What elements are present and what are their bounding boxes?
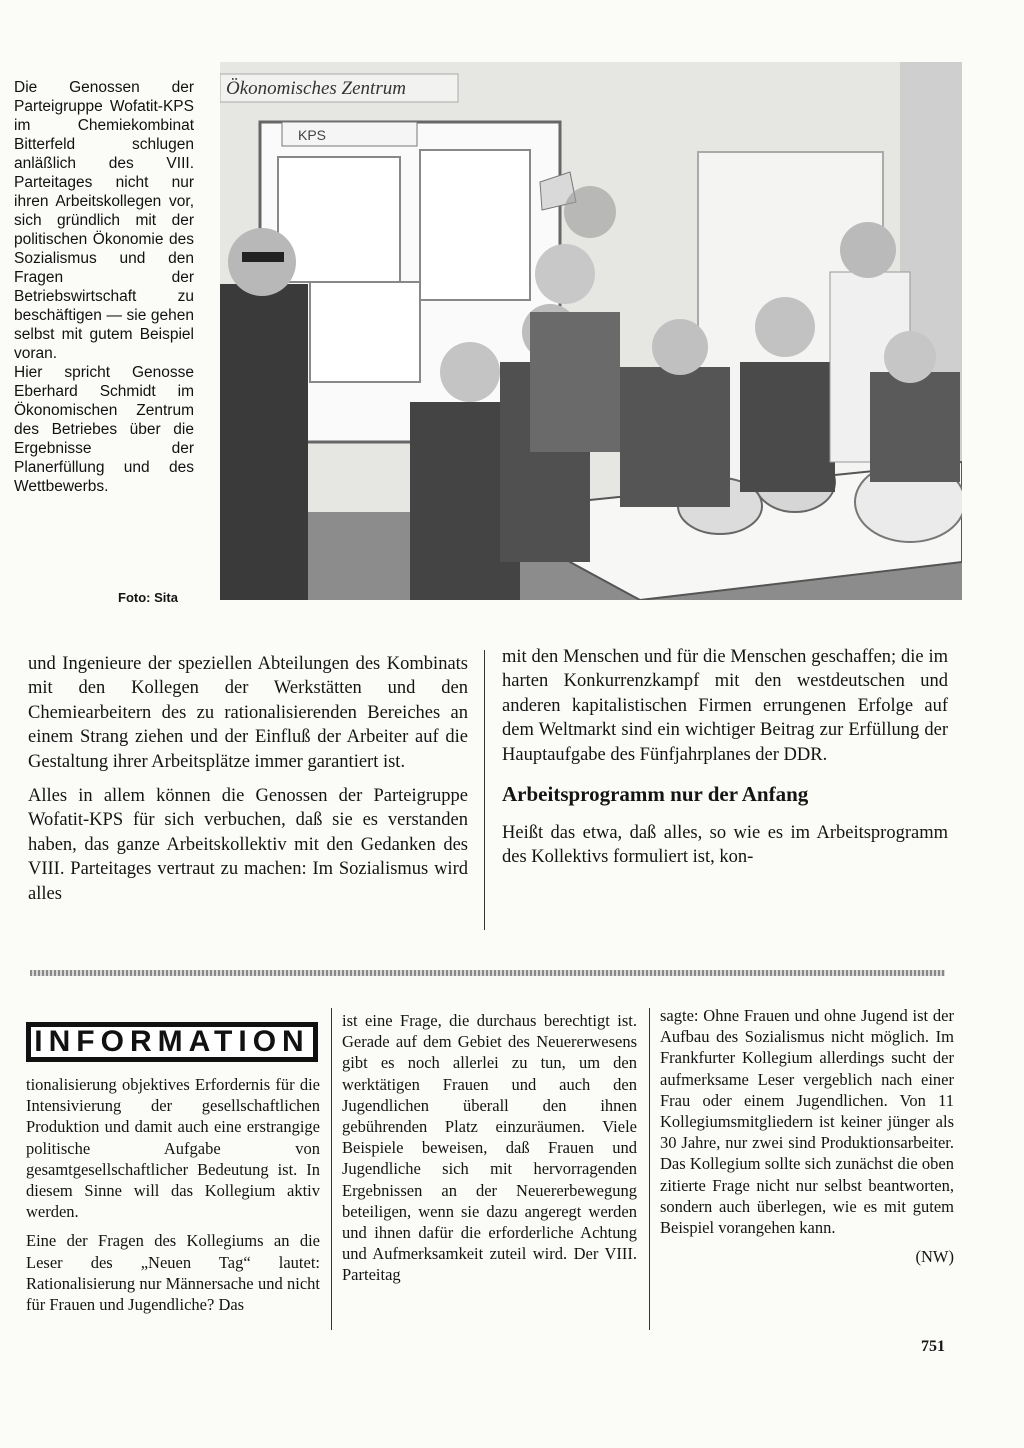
photo-caption <box>14 78 194 496</box>
article-paragraph: Heißt das etwa, daß alles, so wie es im Arbeitsprogramm des Kollektivs formuliert ist, kon- <box>502 823 948 868</box>
column-divider <box>649 1008 650 1330</box>
information-column-3 <box>660 1005 954 1267</box>
column-divider <box>331 1008 332 1330</box>
person <box>740 362 835 492</box>
information-column-2 <box>342 1010 637 1294</box>
caption-text-2: Hier spricht Genosse Eberhard Schmidt im Ökonomischen Zentrum des Betriebes über die Ergebnisse der Planerfüllung und des Wettbewerbs. <box>14 364 194 495</box>
caption-text: Die Genossen der Parteigruppe Wofatit-KPS im Chemiekombinat Bitterfeld schlugen anläßlich des VIII. Parteitages nicht nur ihren Arbeitskollegen vor, sich gründlich mit der politischen Ökonomie des Sozialismus und den Fragen der Betriebswirtschaft zu beschäftigen — sie gehen selbst mit gutem Beispiel voran. <box>14 79 194 362</box>
article-paragraph: mit den Menschen und für die Menschen geschaffen; die im harten Konkurrenzkampf mit den westdeutschen und anderen kapitalistischen Firmen errungenen Erfolge auf dem Weltmarkt sind ein wichtiger Beitrag zur Erfüllung der Hauptaufgabe des Fünfjahrplanes der DDR. <box>502 647 948 765</box>
information-column-1 <box>26 1074 320 1323</box>
article-paragraph: und Ingenieure der speziellen Abteilungen des Kombinats mit den Kollegen der Werkstätten und den Chemiearbeitern des zu rationalisierenden Bereiches an einem Strang ziehen und der Einfluß der Arbeiter auf die Gestaltung ihrer Arbeitsplätze immer garantiert ist. <box>28 654 468 772</box>
information-heading <box>26 1022 318 1062</box>
photo-credit: Foto: Sita <box>118 590 178 605</box>
information-title: INFORMATION <box>34 1025 310 1058</box>
article-subheading: Arbeitsprogramm nur der Anfang <box>502 782 809 807</box>
information-paragraph: tionalisierung objektives Erfordernis für die Intensivierung der gesellschaftlichen Produktion und damit auch eine erstrangige politische Aufgabe von gesamtgesellschaftlicher Bedeutung ist. In diesem Sinne will das Kollegium aktiv werden. <box>26 1075 320 1222</box>
information-paragraph: ist eine Frage, die durchaus berechtigt ist. Gerade auf dem Gebiet des Neuererwesens gibt es noch allerlei zu tun, um den werktätigen Frauen und auch den Jugendlichen überall den ihnen gebührenden Platz einzuräumen. Viele Beispiele beweisen, daß Frauen und Jugendliche sich mit hervorragenden Ergebnissen an der Neuererbewegung beteiligen, wenn sie dazu angeregt werden und ihnen dafür die erforderliche Achtung und Aufmerksamkeit zuteil wird. Der VIII. Parteitag <box>342 1011 637 1285</box>
photo-illustration <box>220 62 962 600</box>
person <box>870 372 960 482</box>
article-column-left <box>28 652 468 916</box>
room-sign: Ökonomisches Zentrum <box>226 78 406 99</box>
information-paragraph: Eine der Fragen des Kollegiums an die Leser des „Neuen Tag“ lautet: Rationalisierung nur Männersache und nicht für Frauen und Jugendliche? Das <box>26 1231 320 1315</box>
person <box>530 312 620 452</box>
article-column-right <box>502 645 948 880</box>
person <box>620 367 730 507</box>
section-separator <box>30 970 945 976</box>
photo <box>220 62 962 600</box>
author-signoff: (NW) <box>915 1247 954 1267</box>
column-divider <box>484 650 485 930</box>
speaker <box>220 284 308 600</box>
board-label: KPS <box>298 127 327 143</box>
article-paragraph: Alles in allem können die Genossen der Parteigruppe Wofatit-KPS für sich verbuchen, daß sie es verstanden haben, das ganze Arbeitskollektiv mit den Gedanken des VIII. Parteitages vertraut zu machen: Im Sozialismus wird alles <box>28 786 468 904</box>
information-paragraph: sagte: Ohne Frauen und ohne Jugend ist der Aufbau des Sozialismus nicht möglich. Im Frankfurter Kollegium allerdings sucht der aufmerksame Leser vergeblich nach einer Frau oder einem Jugendlichen. Von 11 Kollegiumsmitgliedern ist keiner jünger als 30 Jahre, nur zwei sind Produktionsarbeiter. Das Kollegium sollte sich zunächst die oben zitierte Frage nicht nur selbst beantworten, sondern auch überlegen, wie es mit gutem Beispiel vorangehen kann. <box>660 1006 954 1238</box>
page-number: 751 <box>921 1338 945 1355</box>
